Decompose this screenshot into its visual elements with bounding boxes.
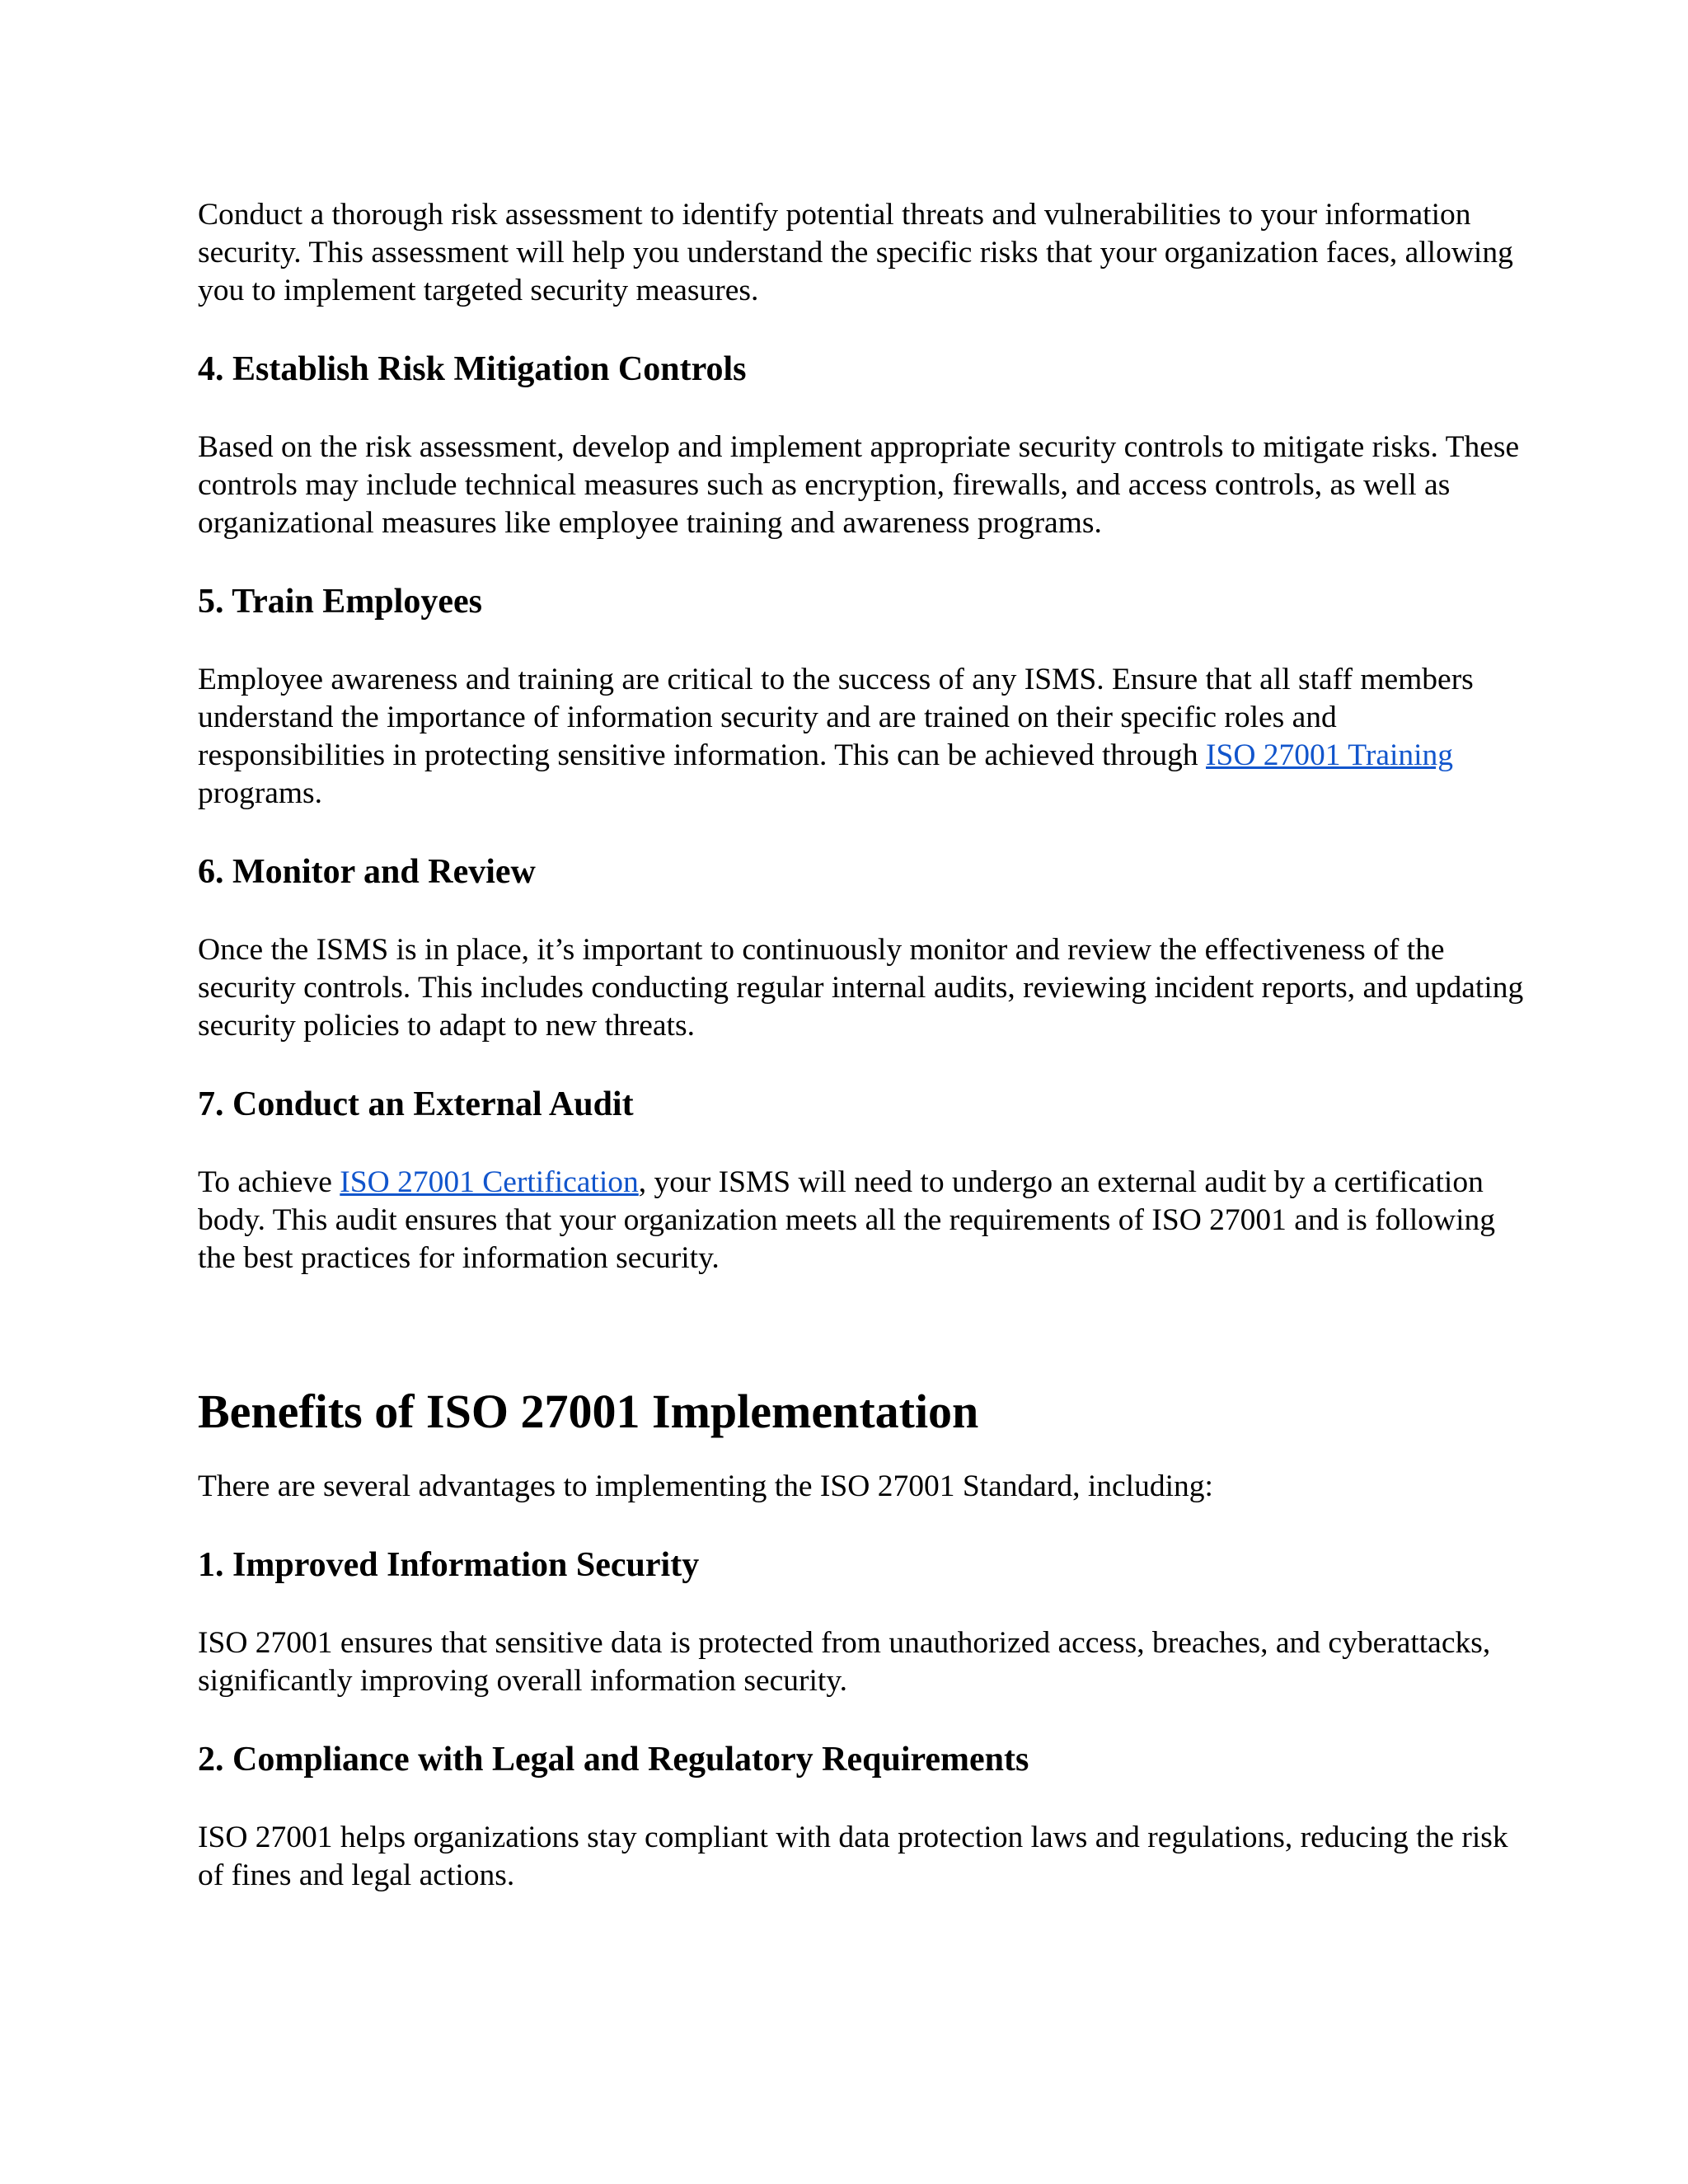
benefit-1-body: ISO 27001 ensures that sensitive data is protected from unauthorized access, breaches, and cyberattacks, significantly improving overall information security.	[198, 1626, 1491, 1698]
step-5-body	[198, 661, 1525, 813]
step-7-heading: 7. Conduct an External Audit	[198, 1085, 634, 1123]
step-7-body-text: To achieve	[198, 1165, 340, 1199]
document-page	[198, 196, 1525, 1895]
step-5-heading: 5. Train Employees	[198, 583, 482, 621]
benefits-title: Benefits of ISO 27001 Implementation	[198, 1385, 979, 1438]
step-5-body-text: Employee awareness and training are critical to the success of any ISMS. Ensure that all staff members understand the importance of information security and are trained on their specific roles and responsibilities in protecting sensitive information. This can be achieved through	[198, 663, 1474, 772]
benefits-intro: There are several advantages to implementing the ISO 27001 Standard, including:	[198, 1469, 1213, 1503]
step-4-body: Based on the risk assessment, develop and implement appropriate security controls to mitigate risks. These controls may include technical measures such as encryption, firewalls, and access controls, as well as organizational measures like employee training and awareness programs.	[198, 430, 1520, 540]
benefit-2-body: ISO 27001 helps organizations stay compliant with data protection laws and regulations, reducing the risk of fines and legal actions.	[198, 1821, 1508, 1892]
step-4-heading: 4. Establish Risk Mitigation Controls	[198, 350, 747, 388]
iso-27001-training-link[interactable]: ISO 27001 Training	[1206, 738, 1454, 772]
intro-paragraph: Conduct a thorough risk assessment to identify potential threats and vulnerabilities to your information security. This assessment will help you understand the specific risks that your organization faces, allowing you to implement targeted security measures.	[198, 198, 1513, 307]
step-6-heading: 6. Monitor and Review	[198, 853, 536, 891]
benefit-2-heading: 2. Compliance with Legal and Regulatory Requirements	[198, 1741, 1029, 1779]
step-5-body-tail: programs.	[198, 776, 323, 810]
iso-27001-certification-link[interactable]: ISO 27001 Certification	[340, 1165, 639, 1199]
step-7-body	[198, 1164, 1525, 1277]
step-6-body: Once the ISMS is in place, it’s important to continuously monitor and review the effectiveness of the security controls. This includes conducting regular internal audits, reviewing incident reports, and updating security policies to adapt to new threats.	[198, 933, 1524, 1043]
benefit-1-heading: 1. Improved Information Security	[198, 1546, 700, 1584]
step-7-body-tail: , your ISMS will need to undergo an external audit by a certification body. This audit ensures that your organization meets all the requirements of ISO 27001 and is following the best practices for information security.	[198, 1165, 1496, 1275]
